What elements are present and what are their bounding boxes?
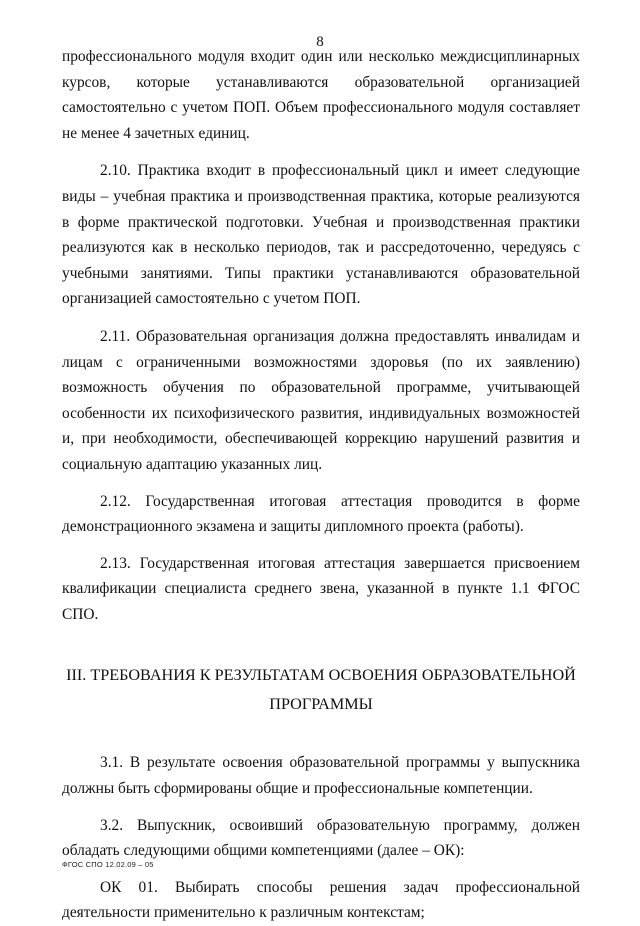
document-footer: ФГОС СПО 12.02.09 – 05 (62, 860, 154, 869)
paragraph-2-10: 2.10. Практика входит в профессиональный цикл и имеет следующие виды – учебная практика и производственная практика, которые реализуются в форме практической подготовки. Учебная и производственная практики реализуются как в несколько периодов, так и рассредоточенно, чередуясь с учебными занятиями. Типы практики устанавливаются образовательной организацией самостоятельно с учетом ПОП. (62, 162, 580, 308)
document-body (62, 44, 580, 926)
paragraph-module-continuation: профессионального модуля входит один или несколько междисциплинарных курсов, которые устанавливаются образовательной организацией самостоятельно с учетом ПОП. Объем профессионального модуля составляет не менее 4 зачетных единиц. (62, 48, 580, 142)
section-heading: III. ТРЕБОВАНИЯ К РЕЗУЛЬТАТАМ ОСВОЕНИЯ ОБРАЗОВАТЕЛЬНОЙ ПРОГРАММЫ (66, 666, 576, 714)
paragraph-3-1: 3.1. В результате освоения образовательной программы у выпускника должны быть сформированы общие и профессиональные компетенции. (62, 754, 580, 798)
paragraph-ok-01: ОК 01. Выбирать способы решения задач профессиональной деятельности применительно к различным контекстам; (62, 878, 580, 922)
paragraph-2-11: 2.11. Образовательная организация должна предоставлять инвалидам и лицам с ограниченными возможностями здоровья (по их заявлению) возможность обучения по образовательной программе, учитывающей особенности их психофизического развития, индивидуальных возможностей и, при необходимости, обеспечивающей коррекцию нарушений развития и социальную адаптацию указанных лиц. (62, 327, 580, 473)
paragraph-3-2: 3.2. Выпускник, освоивший образовательную программу, должен обладать следующими общими компетенциями (далее – ОК): (62, 816, 580, 860)
page-number: 8 (316, 34, 324, 50)
paragraph-2-13: 2.13. Государственная итоговая аттестация завершается присвоением квалификации специалиста среднего звена, указанной в пункте 1.1 ФГОС СПО. (62, 554, 580, 623)
paragraph-2-12: 2.12. Государственная итоговая аттестация проводится в форме демонстрационного экзамена и защиты дипломного проекта (работы). (62, 492, 580, 536)
